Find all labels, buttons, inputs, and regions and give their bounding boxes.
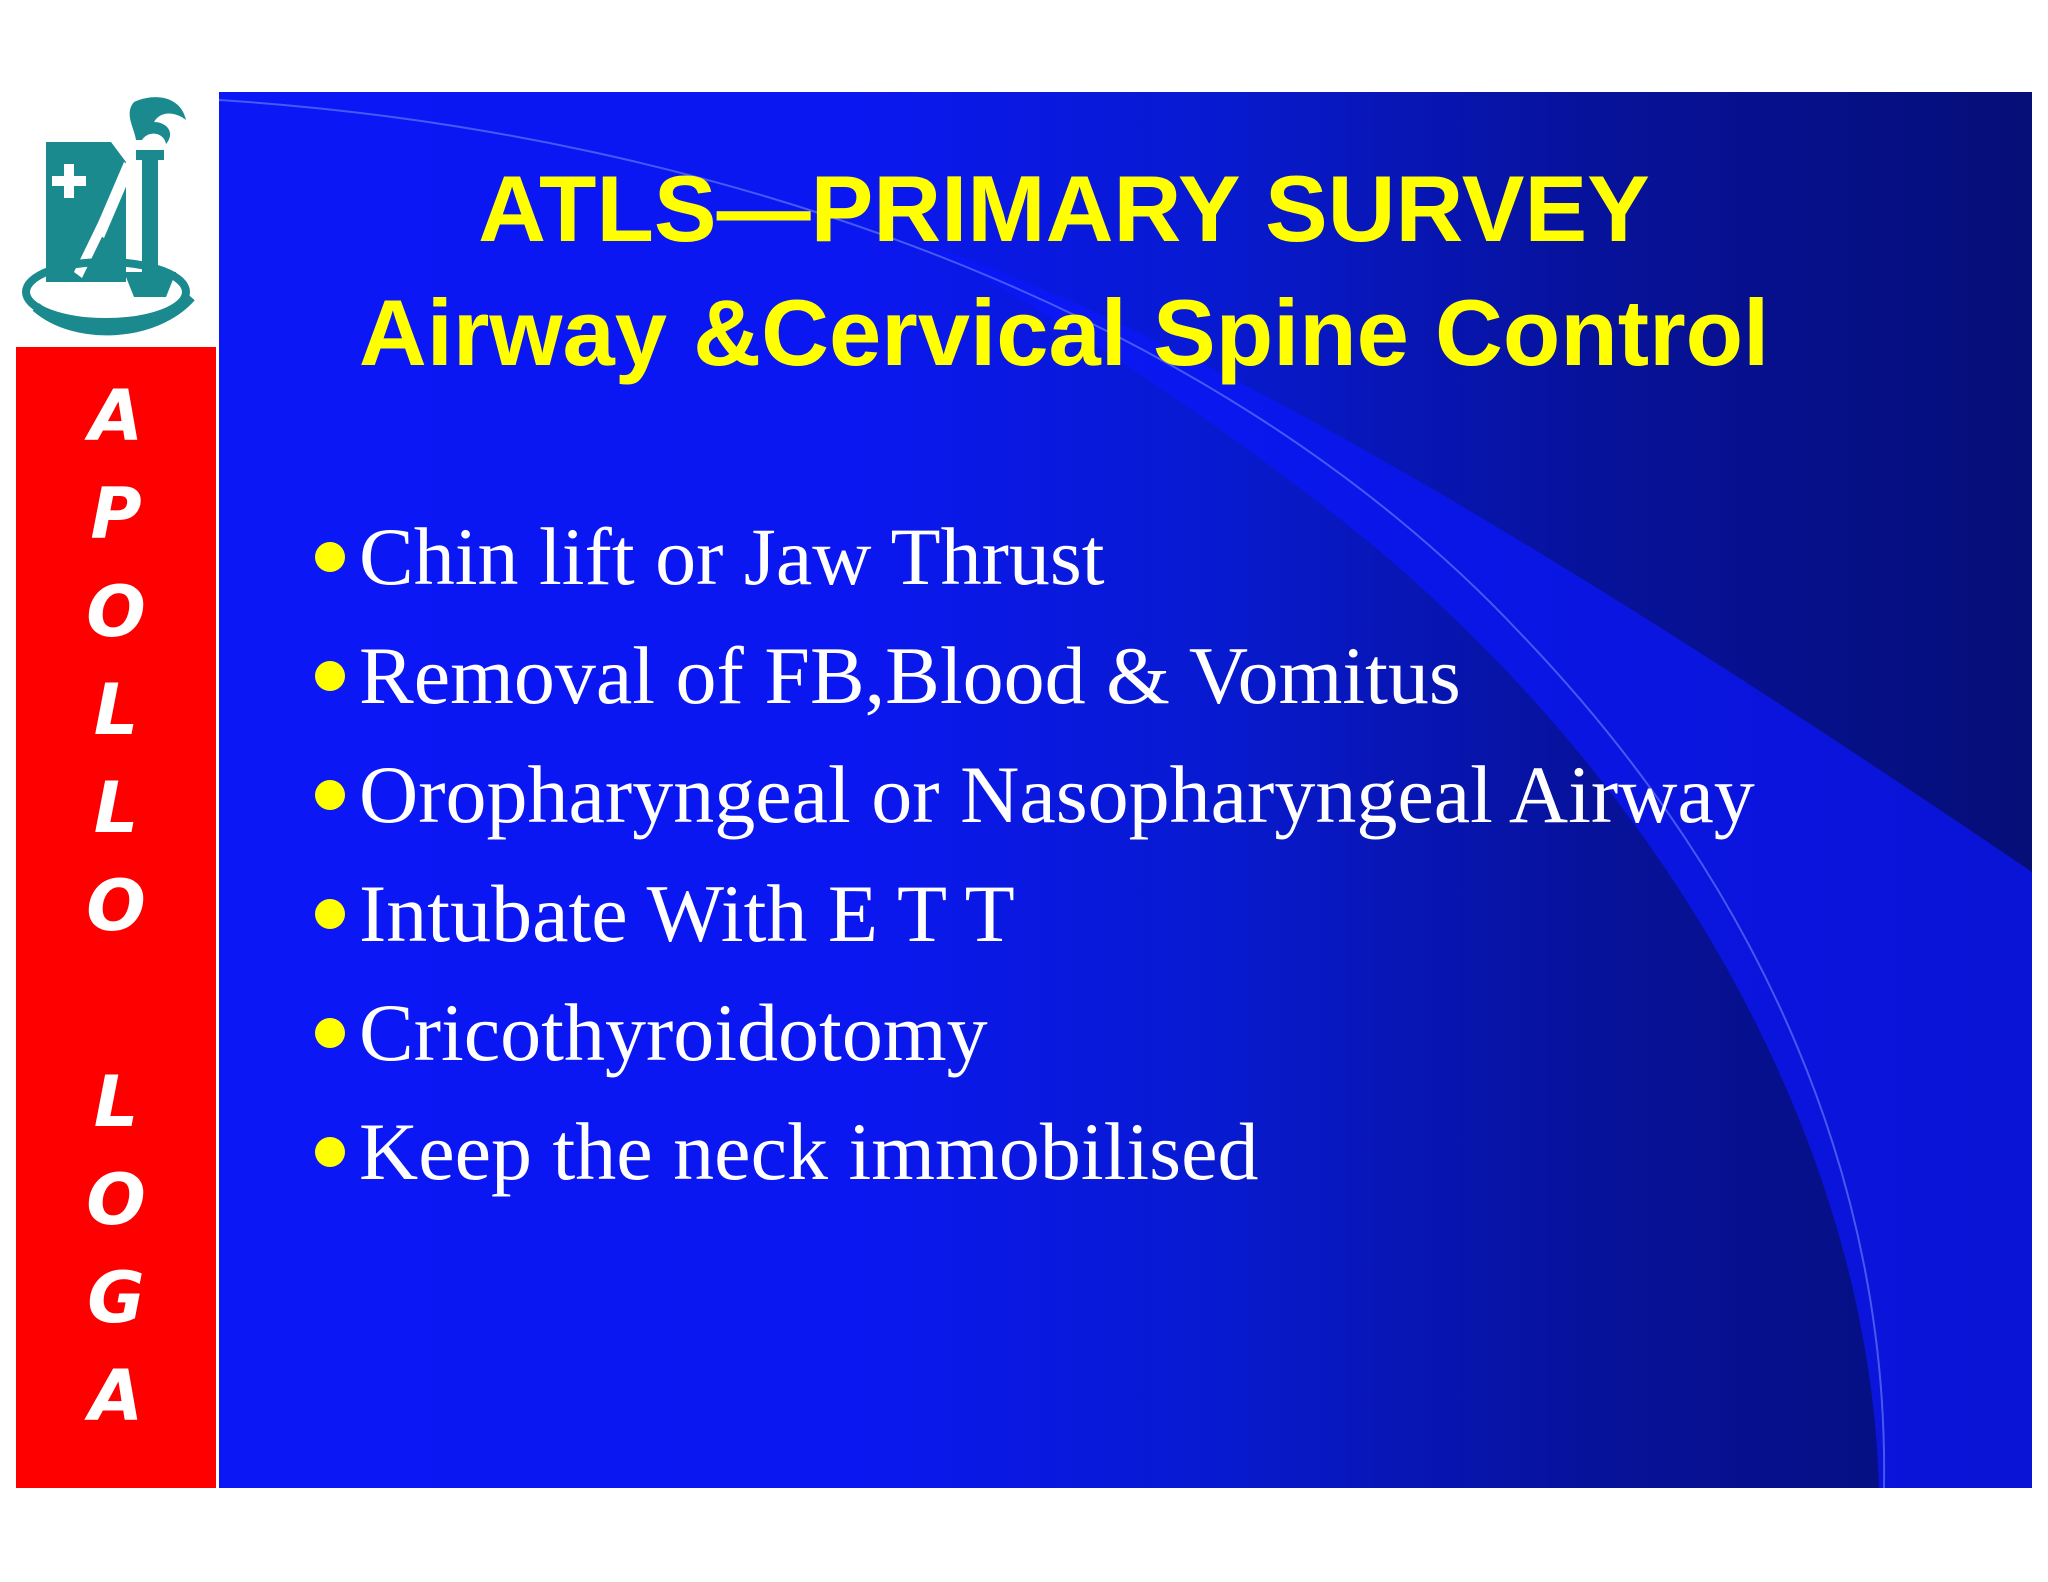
bullet-text: Cricothyroidotomy xyxy=(359,986,988,1078)
hospital-cross-torch-logo-icon xyxy=(16,92,216,347)
brand-strip xyxy=(16,347,216,1488)
bullet-text: Oropharyngeal or Nasopharyngeal Airway xyxy=(359,748,1755,840)
list-item xyxy=(315,735,1755,854)
bullet-list xyxy=(315,497,1755,1211)
bullet-dot-icon xyxy=(315,1018,345,1048)
list-item xyxy=(315,497,1755,616)
brand-letter: G xyxy=(87,1257,145,1339)
list-item xyxy=(315,616,1755,735)
bullet-text: Keep the neck immobilised xyxy=(359,1105,1259,1197)
brand-letter: O xyxy=(86,865,146,947)
title-line-1: ATLS—PRIMARY SURVEY xyxy=(478,156,1650,261)
brand-letter-spacer xyxy=(16,955,216,1053)
brand-letter: P xyxy=(90,473,142,555)
slide-title xyxy=(219,147,1909,395)
brand-letter: O xyxy=(86,1159,146,1241)
list-item xyxy=(315,1092,1755,1211)
title-line-2: Airway &Cervical Spine Control xyxy=(358,280,1770,385)
brand-letter: A xyxy=(88,375,144,457)
bullet-dot-icon xyxy=(315,1137,345,1167)
bullet-text: Intubate With E T T xyxy=(359,867,1015,959)
slide xyxy=(16,92,2032,1488)
bullet-text: Removal of FB,Blood & Vomitus xyxy=(359,629,1461,721)
main-panel xyxy=(219,92,2032,1488)
logo-box xyxy=(16,92,216,347)
brand-letter: A xyxy=(88,1355,144,1437)
bullet-dot-icon xyxy=(315,899,345,929)
list-item xyxy=(315,973,1755,1092)
brand-letter: L xyxy=(93,767,139,849)
list-item xyxy=(315,854,1755,973)
brand-letter: L xyxy=(93,1061,139,1143)
brand-letter: O xyxy=(86,571,146,653)
brand-vertical-text xyxy=(16,367,216,1445)
brand-letter: L xyxy=(93,669,139,751)
bullet-dot-icon xyxy=(315,661,345,691)
bullet-text: Chin lift or Jaw Thrust xyxy=(359,510,1105,602)
bullet-dot-icon xyxy=(315,780,345,810)
bullet-dot-icon xyxy=(315,542,345,572)
